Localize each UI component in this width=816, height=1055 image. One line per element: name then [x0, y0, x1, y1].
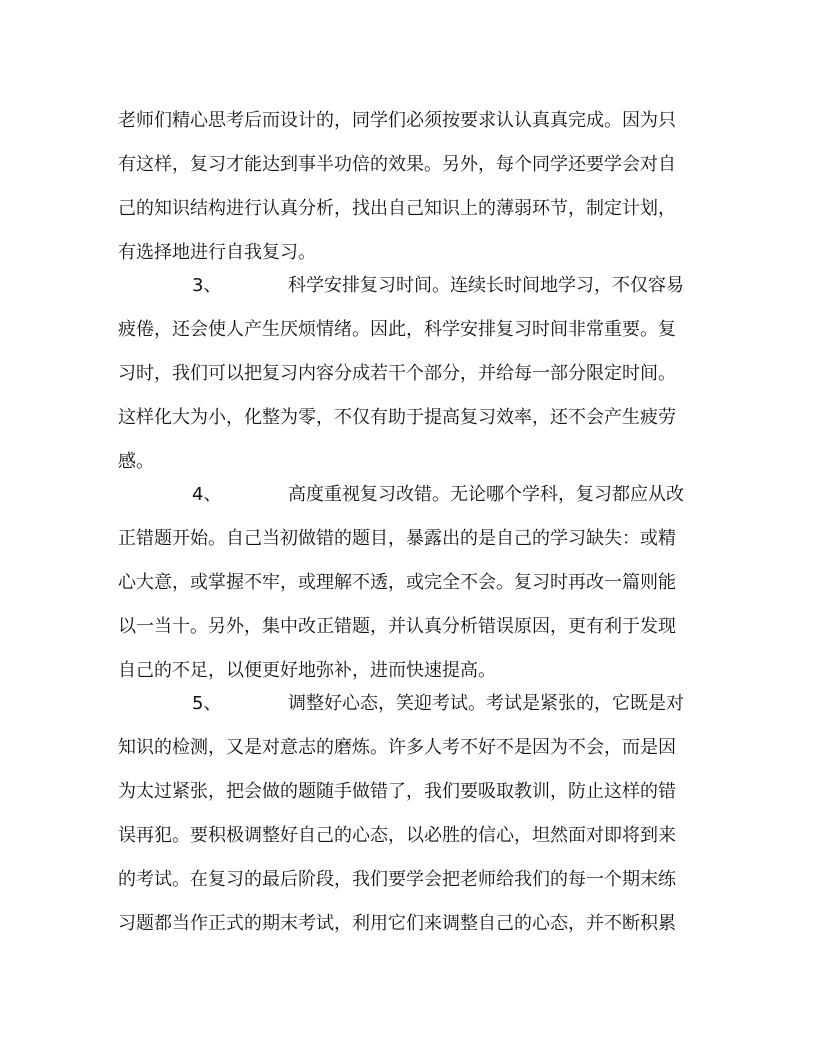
text-line: 习题都当作正式的期末考试，利用它们来调整自己的心态，并不断积累 — [118, 913, 676, 934]
text-line: 知识的检测，又是对意志的磨炼。许多人考不好不是因为不会，而是因 — [118, 737, 676, 758]
section-heading: 调整好心态，笑迎考试。考试是紧张的，它既是对 — [288, 693, 684, 714]
section-heading: 科学安排复习时间。连续长时间地学习，不仅容易 — [288, 275, 684, 296]
text-line: 有这样，复习才能达到事半功倍的效果。另外，每个同学还要学会对自 — [118, 154, 676, 175]
text-line: 正错题开始。自己当初做错的题目，暴露出的是自己的学习缺失：或精 — [118, 528, 676, 549]
text-line: 有选择地进行自我复习。 — [118, 242, 316, 263]
section-heading: 高度重视复习改错。无论哪个学科，复习都应从改 — [288, 484, 684, 505]
text-line: 这样化大为小，化整为零，不仅有助于提高复习效率，还不会产生疲劳 — [118, 407, 676, 428]
text-line: 自己的不足，以便更好地弥补，进而快速提高。 — [118, 660, 496, 681]
text-line: 感。 — [118, 451, 154, 472]
section-number: 3、 — [192, 275, 222, 296]
text-line: 习时，我们可以把复习内容分成若干个部分，并给每一部分限定时间。 — [118, 363, 676, 384]
text-line: 的考试。在复习的最后阶段，我们要学会把老师给我们的每一个期末练 — [118, 869, 676, 890]
section-number: 4、 — [192, 484, 222, 505]
text-line: 老师们精心思考后而设计的，同学们必须按要求认认真真完成。因为只 — [118, 110, 676, 131]
text-line: 误再犯。要积极调整好自己的心态，以必胜的信心，坦然面对即将到来 — [118, 825, 676, 846]
text-line: 为太过紧张，把会做的题随手做错了，我们要吸取教训，防止这样的错 — [118, 781, 676, 802]
text-line: 己的知识结构进行认真分析，找出自己知识上的薄弱环节，制定计划， — [118, 198, 676, 219]
text-line: 以一当十。另外，集中改正错题，并认真分析错误原因，更有利于发现 — [118, 616, 676, 637]
text-line: 心大意，或掌握不牢，或理解不透，或完全不会。复习时再改一篇则能 — [118, 572, 676, 593]
section-number: 5、 — [192, 693, 222, 714]
text-line: 疲倦，还会使人产生厌烦情绪。因此，科学安排复习时间非常重要。复 — [118, 319, 676, 340]
